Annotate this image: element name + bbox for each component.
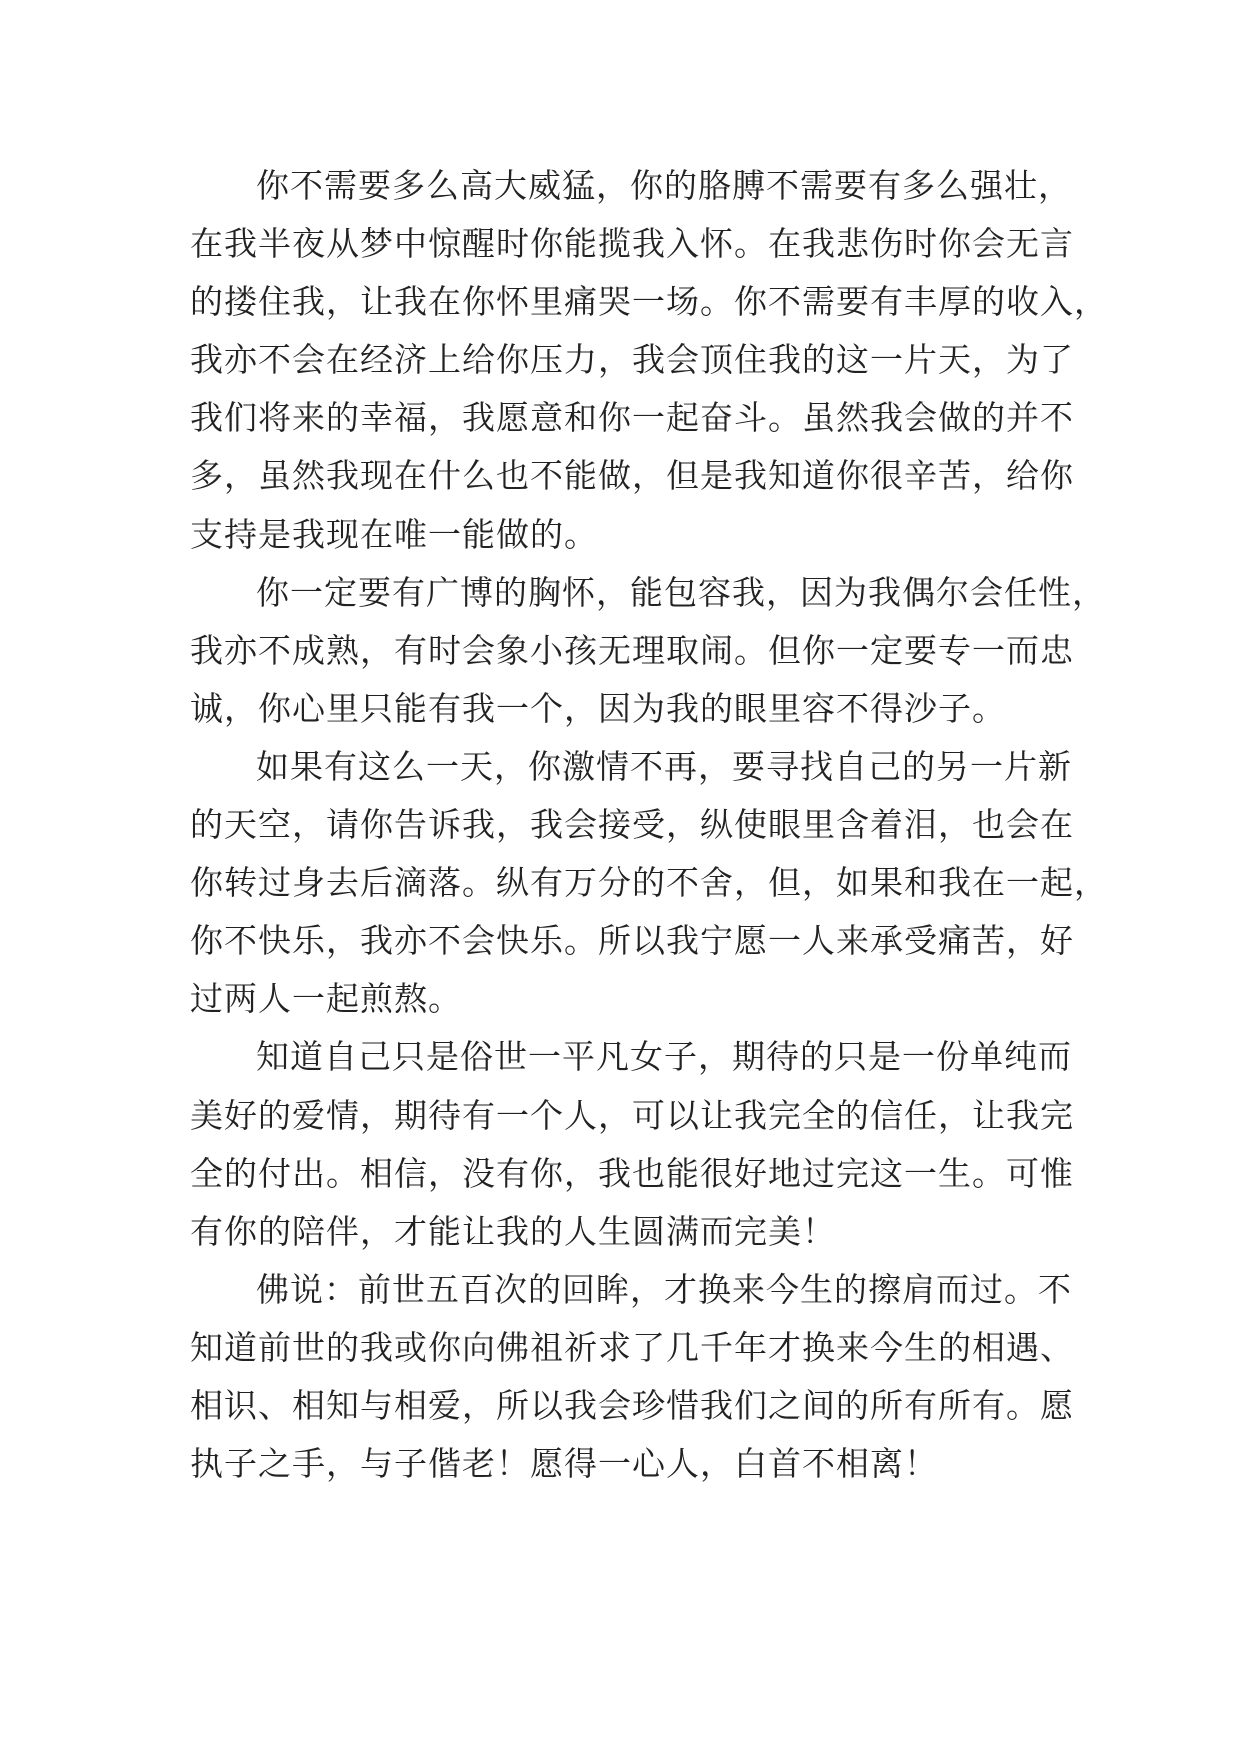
text-line: 佛说：前世五百次的回眸，才换来今生的擦肩而过。不 xyxy=(256,1269,1072,1309)
text-line: 你不需要多么高大威猛，你的胳膊不需要有多么强壮， xyxy=(256,166,1072,205)
paragraph-3 xyxy=(190,738,1108,1028)
document-body xyxy=(190,157,1108,1493)
text-line: 你一定要有广博的胸怀，能包容我，因为我偶尔会任性， xyxy=(256,572,1106,612)
text-line: 我亦不成熟，有时会象小孩无理取闹。但你一定要专一而忠 xyxy=(190,630,1074,670)
text-line: 支持是我现在唯一能做的。 xyxy=(190,514,598,554)
text-line: 相识、相知与相爱，所以我会珍惜我们之间的所有所有。愿 xyxy=(190,1385,1074,1425)
paragraph-1 xyxy=(190,157,1108,564)
text-line: 诚，你心里只能有我一个，因为我的眼里容不得沙子。 xyxy=(190,688,1006,728)
text-line: 知道前世的我或你向佛祖祈求了几千年才换来今生的相遇、 xyxy=(190,1327,1074,1367)
paragraph-2 xyxy=(190,564,1106,738)
text-line: 过两人一起煎熬。 xyxy=(190,979,462,1019)
text-line: 知道自己只是俗世一平凡女子，期待的只是一份单纯而 xyxy=(256,1037,1072,1077)
paragraph-4 xyxy=(190,1028,1074,1260)
text-line: 执子之手，与子偕老！愿得一心人，白首不相离！ xyxy=(190,1444,938,1484)
text-line: 你转过身去后滴落。纵有万分的不舍，但，如果和我在一起， xyxy=(190,863,1108,903)
text-line: 全的付出。相信，没有你，我也能很好地过完这一生。可惟 xyxy=(190,1153,1074,1193)
text-line: 你不快乐，我亦不会快乐。所以我宁愿一人来承受痛苦，好 xyxy=(190,921,1074,961)
text-line: 我亦不会在经济上给你压力，我会顶住我的这一片天，为了 xyxy=(190,340,1074,380)
text-line: 的天空，请你告诉我，我会接受，纵使眼里含着泪，也会在 xyxy=(190,805,1074,845)
text-line: 如果有这么一天，你激情不再，要寻找自己的另一片新 xyxy=(256,746,1072,786)
text-line: 我们将来的幸福，我愿意和你一起奋斗。虽然我会做的并不 xyxy=(190,398,1074,438)
text-line: 有你的陪伴，才能让我的人生圆满而完美！ xyxy=(190,1211,836,1251)
text-line: 美好的爱情，期待有一个人，可以让我完全的信任，让我完 xyxy=(190,1095,1074,1135)
text-line: 的搂住我，让我在你怀里痛哭一场。你不需要有丰厚的收入， xyxy=(190,282,1108,322)
paragraph-5 xyxy=(190,1261,1074,1493)
text-line: 多，虽然我现在什么也不能做，但是我知道你很辛苦，给你 xyxy=(190,456,1074,496)
text-line: 在我半夜从梦中惊醒时你能揽我入怀。在我悲伤时你会无言 xyxy=(190,224,1074,264)
